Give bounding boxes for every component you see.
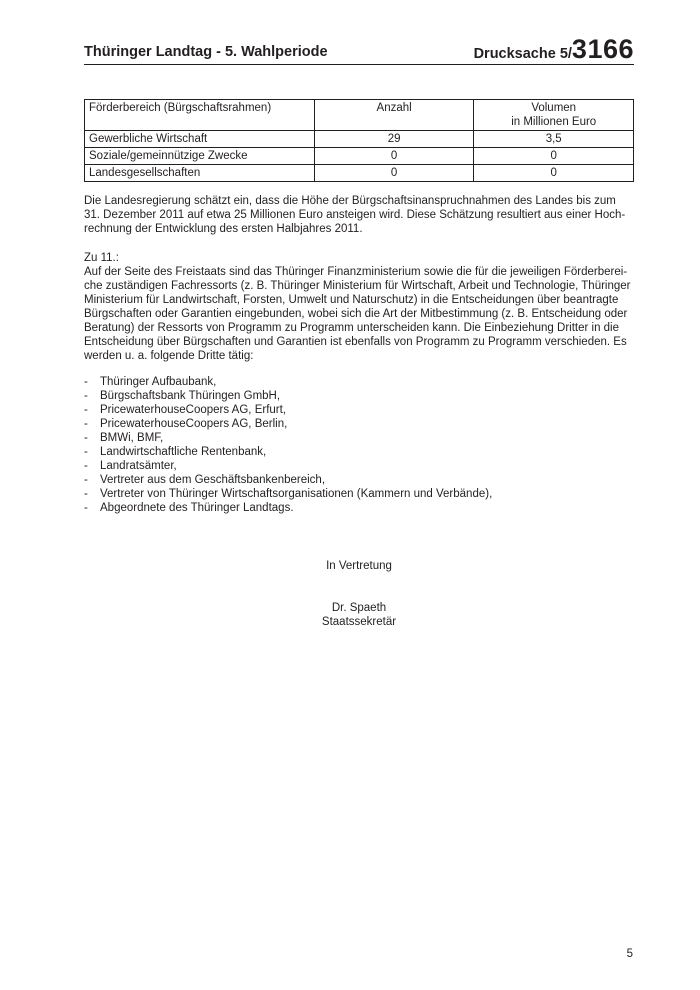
list-dash: - [84, 474, 88, 486]
answer-11-paragraph [84, 251, 634, 363]
table-header-row [85, 100, 634, 131]
list-dash: - [84, 488, 88, 500]
list-item [84, 459, 492, 473]
list-item [84, 417, 492, 431]
header-count: Anzahl [314, 100, 474, 131]
table-row [85, 131, 634, 148]
text-line: werden u. a. folgende Dritte tätig: [84, 350, 254, 362]
text-line: Die Landesregierung schätzt ein, dass die Höhe der Bürgschaftsinanspruchnahmen des Landes bis zum [84, 195, 616, 207]
list-item-text: Landwirtschaftliche Rentenbank, [100, 446, 267, 458]
list-dash: - [84, 404, 88, 416]
list-item [84, 473, 492, 487]
drucksache-prefix: Drucksache 5/ [473, 46, 572, 62]
list-item-text: PricewaterhouseCoopers AG, Berlin, [100, 418, 288, 430]
document-title: Thüringer Landtag - 5. Wahlperiode [84, 44, 328, 60]
list-item [84, 487, 492, 501]
list-item-text: Abgeordnete des Thüringer Landtags. [100, 502, 294, 514]
text-line: che zuständigen Fachressorts (z. B. Thüringer Ministerium für Wirtschaft, Arbeit und Technologie, Thüringer [84, 280, 631, 292]
list-dash: - [84, 502, 88, 514]
header-volume-line1: Volumen [531, 102, 577, 114]
section-heading: Zu 11.: [84, 252, 119, 264]
estimate-paragraph [84, 194, 634, 236]
list-item [84, 501, 492, 515]
header-area: Förderbereich (Bürgschaftsrahmen) [85, 100, 315, 131]
list-dash: - [84, 446, 88, 458]
table-row [85, 165, 634, 182]
cell-count: 29 [314, 131, 474, 148]
page-number: 5 [626, 948, 633, 960]
list-item-text: Vertreter aus dem Geschäftsbankenbereich, [100, 474, 326, 486]
text-line: Bürgschaften oder Garantien eingebunden, wobei sich die Art der Mitbestimmung (z. B. Entscheidung oder [84, 308, 628, 320]
list-dash: - [84, 432, 88, 444]
list-item [84, 375, 492, 389]
list-dash: - [84, 376, 88, 388]
list-dash: - [84, 418, 88, 430]
text-line: Beratung) der Ressorts von Programm zu Programm unterscheiden kann. Die Einbeziehung Dritter in die [84, 322, 620, 334]
list-item-text: Vertreter von Thüringer Wirtschaftsorganisationen (Kammern und Verbände), [100, 488, 493, 500]
third-parties-list [84, 375, 492, 515]
page-header [84, 34, 634, 65]
header-volume-line2: in Millionen Euro [511, 116, 597, 128]
list-item-text: PricewaterhouseCoopers AG, Erfurt, [100, 404, 286, 416]
list-item-text: Bürgschaftsbank Thüringen GmbH, [100, 390, 281, 402]
cell-area: Landesgesellschaften [85, 165, 315, 182]
cell-volume: 3,5 [474, 131, 634, 148]
cell-count: 0 [314, 148, 474, 165]
signer-name: Dr. Spaeth [331, 602, 387, 614]
signer-title: Staatssekretär [321, 616, 397, 628]
table-row [85, 148, 634, 165]
list-item-text: Thüringer Aufbaubank, [100, 376, 217, 388]
text-line: 31. Dezember 2011 auf etwa 25 Millionen Euro ansteigen wird. Diese Schätzung resultiert aus einer Hoch- [84, 209, 626, 221]
cell-area: Gewerbliche Wirtschaft [85, 131, 315, 148]
text-line: Ministerium für Landwirtschaft, Forsten, Umwelt und Naturschutz) in die Entscheidungen über beantragte [84, 294, 619, 306]
cell-volume: 0 [474, 148, 634, 165]
list-item [84, 445, 492, 459]
in-vertretung: In Vertretung [326, 560, 392, 572]
list-dash: - [84, 460, 88, 472]
list-dash: - [84, 390, 88, 402]
guarantee-table [84, 99, 634, 182]
list-item-text: BMWi, BMF, [100, 432, 164, 444]
drucksache-number: 3166 [571, 34, 634, 64]
list-item [84, 389, 492, 403]
text-line: Auf der Seite des Freistaats sind das Thüringer Finanzministerium sowie die für die jeweiligen Förderberei- [84, 266, 628, 278]
list-item-text: Landratsämter, [100, 460, 177, 472]
header-volume [474, 100, 634, 131]
text-line: rechnung der Entwicklung des ersten Halbjahres 2011. [84, 223, 363, 235]
list-item [84, 431, 492, 445]
cell-count: 0 [314, 165, 474, 182]
drucksache-label [473, 34, 634, 64]
list-item [84, 403, 492, 417]
text-line: Entscheidung über Bürgschaften und Garantien ist ebenfalls von Programm zu Programm verschieden. Es [84, 336, 627, 348]
cell-area: Soziale/gemeinnützige Zwecke [85, 148, 315, 165]
cell-volume: 0 [474, 165, 634, 182]
